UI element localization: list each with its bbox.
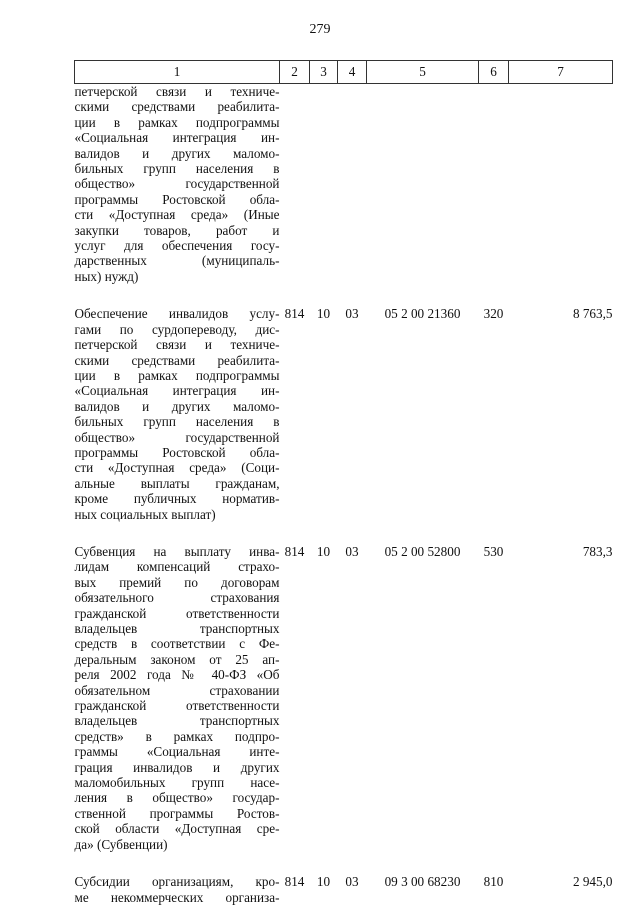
description-line: гами по сурдопереводу, дис- bbox=[74, 321, 280, 337]
cell-section: 10 bbox=[316, 874, 331, 890]
description-line: лидам компенсаций страхо- bbox=[74, 559, 280, 575]
header-col-2: 2 bbox=[280, 61, 310, 84]
cell-subsection: 03 bbox=[345, 306, 359, 322]
description-line: ления в общество» государ- bbox=[74, 790, 280, 806]
header-col-3: 3 bbox=[310, 61, 338, 84]
description-line: скими средствами реабилита- bbox=[74, 352, 280, 368]
description-line: маломобильных групп насе- bbox=[74, 775, 280, 791]
cell-subsection bbox=[338, 84, 367, 285]
description-line: «Социальная интеграция ин- bbox=[74, 383, 280, 399]
row-description bbox=[75, 306, 280, 522]
cell-ministry: 814 bbox=[284, 874, 305, 890]
description-line: петчерской связи и техниче- bbox=[74, 337, 280, 353]
description-line: обязательного страхования bbox=[74, 590, 280, 606]
description-line: услуг для обеспечения госу- bbox=[74, 238, 280, 254]
header-col-1: 1 bbox=[75, 61, 280, 84]
row-spacer bbox=[75, 852, 613, 874]
description-line: бильных групп населения в bbox=[74, 414, 280, 430]
table-row bbox=[75, 874, 613, 905]
header-col-5: 5 bbox=[367, 61, 479, 84]
cell-target-item: 09 3 00 68230 bbox=[384, 874, 461, 890]
description-line: ции в рамках подпрограммы bbox=[74, 367, 280, 383]
cell-amount bbox=[509, 84, 613, 285]
description-line: валидов и других маломо- bbox=[74, 145, 280, 161]
row-description bbox=[75, 544, 280, 852]
description-line: ных) нужд) bbox=[74, 268, 139, 284]
budget-table bbox=[74, 60, 613, 905]
table-row bbox=[75, 306, 613, 522]
cell-ministry bbox=[280, 84, 310, 285]
description-line: грация инвалидов и других bbox=[74, 759, 280, 775]
cell-expense-type bbox=[479, 84, 509, 285]
header-col-4: 4 bbox=[338, 61, 367, 84]
header-row bbox=[75, 61, 613, 84]
description-line: программы Ростовской обла- bbox=[74, 444, 280, 460]
description-line: Обеспечение инвалидов услу- bbox=[74, 306, 280, 322]
description-line: ской области «Доступная сре- bbox=[74, 821, 280, 837]
description-line: Субсидии организациям, кро- bbox=[74, 874, 280, 890]
description-line: гражданской ответственности bbox=[74, 605, 280, 621]
description-line: обязательном страховании bbox=[74, 682, 280, 698]
cell-target-item: 05 2 00 21360 bbox=[384, 306, 461, 322]
description-line: владельцев транспортных bbox=[74, 713, 280, 729]
cell-amount: 783,3 bbox=[582, 543, 613, 559]
table-row bbox=[75, 84, 613, 285]
description-line: скими средствами реабилита- bbox=[74, 99, 280, 115]
description-line: гражданской ответственности bbox=[74, 698, 280, 714]
cell-section: 10 bbox=[316, 306, 331, 322]
cell-expense-type: 810 bbox=[483, 874, 504, 890]
page-number: 279 bbox=[309, 22, 331, 37]
description-line: деральным законом от 25 ап- bbox=[74, 651, 280, 667]
description-line: кроме публичных норматив- bbox=[74, 491, 280, 507]
table-body bbox=[75, 84, 613, 905]
cell-subsection: 03 bbox=[345, 874, 359, 890]
description-line: альные выплаты гражданам, bbox=[74, 475, 280, 491]
cell-ministry: 814 bbox=[284, 306, 305, 322]
description-line: ции в рамках подпрограммы bbox=[74, 114, 280, 130]
description-line: граммы «Социальная инте- bbox=[74, 744, 280, 760]
description-line: общество» государственной bbox=[74, 176, 280, 192]
description-line: валидов и других маломо- bbox=[74, 398, 280, 414]
description-line: общество» государственной bbox=[74, 429, 280, 445]
row-description bbox=[75, 874, 280, 905]
description-line: средств» в рамках подпро- bbox=[74, 728, 280, 744]
table-row bbox=[75, 544, 613, 852]
cell-target-item: 05 2 00 52800 bbox=[384, 543, 461, 559]
cell-expense-type: 530 bbox=[483, 543, 504, 559]
description-line: программы Ростовской обла- bbox=[74, 191, 280, 207]
cell-expense-type: 320 bbox=[483, 306, 504, 322]
cell-target-item bbox=[367, 84, 479, 285]
cell-ministry: 814 bbox=[284, 543, 305, 559]
cell-amount: 2 945,0 bbox=[572, 874, 613, 890]
description-line: средств в соответствии с Фе- bbox=[74, 636, 280, 652]
row-description bbox=[75, 84, 280, 285]
description-line: да» (Субвенции) bbox=[74, 836, 168, 852]
description-line: закупки товаров, работ и bbox=[74, 222, 280, 238]
description-line: вых премий по договорам bbox=[74, 574, 280, 590]
description-line: бильных групп населения в bbox=[74, 161, 280, 177]
row-spacer bbox=[75, 284, 613, 306]
description-line: петчерской связи и техниче- bbox=[74, 84, 280, 99]
description-line: дарственных (муниципаль- bbox=[74, 253, 280, 269]
row-spacer bbox=[75, 522, 613, 544]
cell-amount: 8 763,5 bbox=[572, 306, 613, 322]
description-line: реля 2002 года № 40-ФЗ «Об bbox=[74, 667, 280, 683]
header-col-6: 6 bbox=[479, 61, 509, 84]
description-line: сти «Доступная среда» (Соци- bbox=[74, 460, 280, 476]
cell-section: 10 bbox=[316, 543, 331, 559]
description-line: ных социальных выплат) bbox=[74, 506, 216, 522]
cell-section bbox=[310, 84, 338, 285]
description-line: «Социальная интеграция ин- bbox=[74, 130, 280, 146]
description-line: Субвенция на выплату инва- bbox=[74, 543, 280, 559]
cell-subsection: 03 bbox=[345, 543, 359, 559]
header-col-7: 7 bbox=[509, 61, 613, 84]
description-line: сти «Доступная среда» (Иные bbox=[74, 207, 280, 223]
description-line: ственной программы Ростов- bbox=[74, 805, 280, 821]
description-line: владельцев транспортных bbox=[74, 621, 280, 636]
description-line: ме некоммерческих организа- bbox=[74, 889, 280, 905]
